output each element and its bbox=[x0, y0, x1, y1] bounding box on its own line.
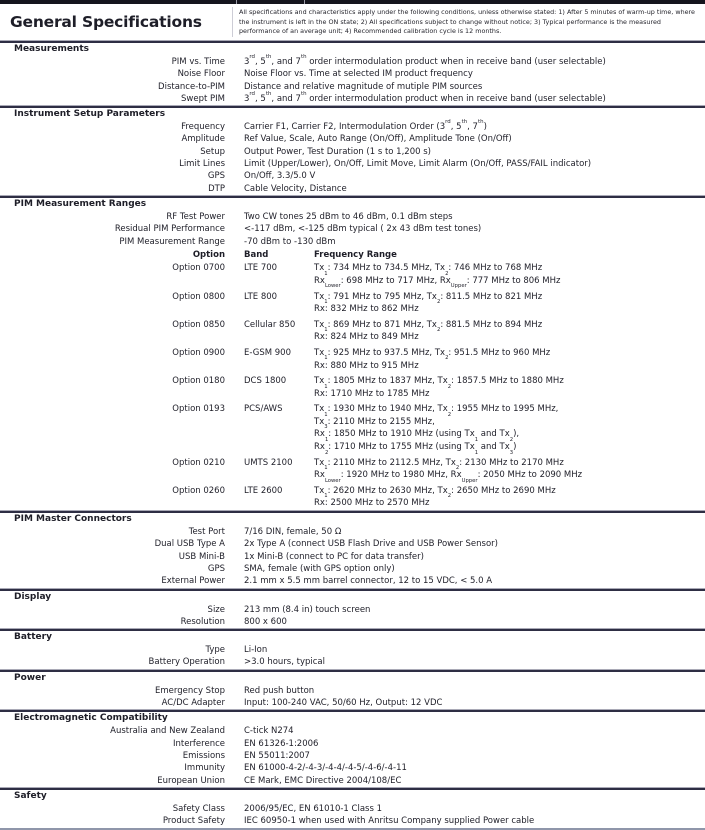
freq-line: $Tx_3$: 2110 MHz to 2155 MHz, bbox=[314, 416, 435, 431]
band-row-freq bbox=[314, 347, 705, 372]
band-row-option: Option 0260 bbox=[172, 485, 225, 496]
section-rows bbox=[0, 803, 705, 828]
page-header bbox=[0, 4, 705, 40]
spec-row-label: Setup bbox=[200, 146, 225, 157]
band-row-freq bbox=[314, 457, 705, 482]
spec-row bbox=[0, 538, 705, 550]
freq-line: $Tx_1$: 791 MHz to 795 MHz, $Tx_2$: 811.5 MHz to 821 MHz bbox=[314, 291, 543, 306]
section-title: Measurements bbox=[14, 44, 89, 54]
band-row-band: LTE 800 bbox=[244, 291, 278, 302]
spec-row-value: Ref Value, Scale, Auto Range (On/Off), Amplitude Tone (On/Off) bbox=[244, 134, 512, 145]
section-title: PIM Measurement Ranges bbox=[14, 198, 147, 209]
spec-row bbox=[0, 563, 705, 575]
freq-line: $Tx_1$: 2620 MHz to 2630 MHz, $Tx_2$: 2650 MHz to 2690 MHz bbox=[314, 485, 556, 500]
spec-row-value: 7/16 DIN, female, 50 Ω bbox=[244, 527, 342, 538]
freq-line: $Rx_{Lower}$: 1920 MHz to 1980 MHz, $Rx_{Upper}$: 2050 MHz to 2090 MHz bbox=[314, 470, 583, 484]
spec-section bbox=[0, 105, 705, 195]
spec-row-value: Red push button bbox=[244, 685, 315, 696]
spec-row bbox=[0, 211, 705, 223]
freq-line: $Tx_1$: 2110 MHz to 2112.5 MHz, $Tx_2$: 2130 MHz to 2170 MHz bbox=[314, 457, 564, 472]
band-table-row bbox=[0, 403, 705, 456]
spec-row-label: Resolution bbox=[180, 616, 225, 627]
spec-section bbox=[0, 709, 705, 786]
spec-row bbox=[0, 644, 705, 656]
band-row-freq bbox=[314, 485, 705, 510]
band-table-row bbox=[0, 347, 705, 372]
spec-row-label: Australia and New Zealand bbox=[110, 726, 225, 737]
band-row-freq bbox=[314, 262, 705, 290]
band-col-option-header: Option bbox=[192, 249, 225, 260]
band-table-row bbox=[0, 262, 705, 290]
spec-row-value: Two CW tones 25 dBm to 46 dBm, 0.1 dBm steps bbox=[244, 211, 453, 222]
spec-row-value: Li-Ion bbox=[244, 645, 268, 656]
spec-row-label: Swept PIM bbox=[181, 93, 225, 104]
spec-row bbox=[0, 526, 705, 538]
spec-row bbox=[0, 685, 705, 697]
spec-row-value: 2006/95/EC, EN 61010-1 Class 1 bbox=[244, 803, 383, 814]
freq-line: Rx: 824 MHz to 849 MHz bbox=[314, 332, 419, 343]
band-row-band: DCS 1800 bbox=[244, 376, 287, 387]
spec-body bbox=[0, 40, 705, 827]
spec-row bbox=[0, 170, 705, 182]
band-row-freq bbox=[314, 291, 705, 316]
spec-row-label: AC/DC Adapter bbox=[161, 698, 225, 709]
band-table-row bbox=[0, 319, 705, 344]
band-row-option: Option 0180 bbox=[172, 376, 225, 387]
spec-row-value: 3rd, 5th, and 7th order intermodulation product when in receive band (user selectable) bbox=[244, 53, 606, 67]
freq-line: $Rx_2$: 1710 MHz to 1755 MHz (using $Tx_1$ and $Tx_3$) bbox=[314, 442, 517, 456]
spec-row bbox=[0, 815, 705, 827]
spec-row-value: -70 dBm to -130 dBm bbox=[244, 236, 336, 247]
band-row-option: Option 0850 bbox=[172, 319, 225, 330]
spec-section bbox=[0, 588, 705, 629]
freq-line: $Tx_1$: 734 MHz to 734.5 MHz, $Tx_2$: 746 MHz to 768 MHz bbox=[314, 263, 543, 277]
spec-row-value: Carrier F1, Carrier F2, Intermodulation Order (3rd, 5th, 7th) bbox=[244, 118, 487, 133]
band-col-band-header: Band bbox=[244, 249, 269, 260]
spec-row bbox=[0, 81, 705, 93]
spec-row-label: RF Test Power bbox=[166, 211, 225, 222]
spec-row-label: Distance-to-PIM bbox=[158, 81, 225, 92]
band-row-freq bbox=[314, 403, 705, 456]
spec-row-label: Interference bbox=[172, 738, 225, 749]
spec-row bbox=[0, 53, 705, 68]
spec-row bbox=[0, 223, 705, 235]
spec-row bbox=[0, 725, 705, 737]
spec-row-value: >3.0 hours, typical bbox=[244, 657, 326, 668]
band-table-row bbox=[0, 485, 705, 510]
band-row-band: Cellular 850 bbox=[244, 319, 296, 330]
section-title: Electromagnetic Compatibility bbox=[14, 713, 168, 724]
spec-row-label: Residual PIM Performance bbox=[114, 224, 225, 235]
spec-row-value: Limit (Upper/Lower), On/Off, Limit Move, Limit Alarm (On/Off, PASS/FAIL indicator) bbox=[244, 159, 592, 170]
spec-row-label: Battery Operation bbox=[148, 657, 225, 668]
spec-row bbox=[0, 697, 705, 709]
section-rows bbox=[0, 725, 705, 786]
spec-row-label: Size bbox=[207, 604, 225, 615]
spec-row-label: Limit Lines bbox=[179, 159, 225, 170]
band-table bbox=[0, 249, 705, 510]
spec-row bbox=[0, 133, 705, 145]
freq-line: $Tx_1$: 1805 MHz to 1837 MHz, $Tx_2$: 1857.5 MHz to 1880 MHz bbox=[314, 376, 564, 390]
spec-row-value: IEC 60950-1 when used with Anritsu Company supplied Power cable bbox=[244, 816, 535, 827]
spec-row-label: Amplitude bbox=[181, 134, 225, 145]
band-row-option: Option 0900 bbox=[172, 347, 225, 358]
band-col-freq-header: Frequency Range bbox=[314, 249, 397, 260]
band-row-option: Option 0800 bbox=[172, 291, 225, 302]
band-row-option: Option 0700 bbox=[172, 263, 225, 274]
spec-row bbox=[0, 90, 705, 105]
spec-row-value: 213 mm (8.4 in) touch screen bbox=[244, 604, 371, 615]
spec-row bbox=[0, 551, 705, 563]
spec-row-label: Immunity bbox=[184, 763, 225, 774]
spec-row bbox=[0, 762, 705, 774]
section-rows bbox=[0, 118, 705, 195]
spec-row-value: On/Off, 3.3/5.0 V bbox=[244, 171, 316, 182]
spec-row bbox=[0, 616, 705, 628]
section-title: Display bbox=[14, 591, 52, 602]
freq-line: $Tx_1$: 869 MHz to 871 MHz, $Tx_2$: 881.5 MHz to 894 MHz bbox=[314, 319, 543, 334]
section-rows bbox=[0, 644, 705, 669]
band-row-band: UMTS 2100 bbox=[244, 457, 293, 468]
freq-line: $Tx_1$: 1930 MHz to 1940 MHz, $Tx_2$: 1955 MHz to 1995 MHz, bbox=[314, 404, 559, 418]
spec-row-value: EN 61326-1:2006 bbox=[244, 738, 319, 749]
spec-row bbox=[0, 118, 705, 133]
section-title: Instrument Setup Parameters bbox=[14, 109, 166, 120]
spec-row-value: Cable Velocity, Distance bbox=[244, 183, 347, 194]
band-row-band: E-GSM 900 bbox=[244, 347, 291, 358]
spec-row-label: DTP bbox=[208, 183, 225, 194]
section-title: Safety bbox=[14, 790, 47, 801]
band-row-option: Option 0210 bbox=[172, 457, 225, 468]
spec-row-value: <-117 dBm, <-125 dBm typical ( 2x 43 dBm test tones) bbox=[244, 224, 482, 235]
band-table-row bbox=[0, 291, 705, 316]
spec-row-value: EN 55011:2007 bbox=[244, 750, 310, 761]
spec-row-label: European Union bbox=[157, 775, 225, 786]
section-rows bbox=[0, 685, 705, 710]
spec-row-value: 800 x 600 bbox=[244, 616, 287, 627]
spec-row-label: Emergency Stop bbox=[155, 685, 225, 696]
spec-row-value: Input: 100-240 VAC, 50/60 Hz, Output: 12 VDC bbox=[244, 698, 443, 709]
freq-line: Rx: 832 MHz to 862 MHz bbox=[314, 304, 419, 315]
band-table-header bbox=[0, 249, 705, 262]
spec-row bbox=[0, 183, 705, 195]
band-table-row bbox=[0, 375, 705, 400]
spec-row-value: 3rd, 5th, and 7th order intermodulation product when in receive band (user selectable) bbox=[244, 90, 606, 104]
spec-row-label: Safety Class bbox=[172, 803, 225, 814]
spec-row-value: CE Mark, EMC Directive 2004/108/EC bbox=[244, 775, 402, 786]
page-title: General Specifications bbox=[10, 13, 202, 31]
spec-section bbox=[0, 628, 705, 669]
section-rows bbox=[0, 604, 705, 629]
spec-row-label: Noise Floor bbox=[177, 69, 225, 80]
spec-row bbox=[0, 656, 705, 668]
band-table-row bbox=[0, 457, 705, 482]
spec-row-value: EN 61000-4-2/-4-3/-4-4/-4-5/-4-6/-4-11 bbox=[244, 763, 407, 774]
section-rows bbox=[0, 211, 705, 510]
spec-row bbox=[0, 750, 705, 762]
spec-section bbox=[0, 787, 705, 828]
spec-row-value: Output Power, Test Duration (1 s to 1,200 s) bbox=[244, 146, 431, 157]
spec-row-label: Test Port bbox=[188, 527, 225, 538]
spec-row-label: PIM vs. Time bbox=[171, 57, 225, 67]
freq-line: $Tx_1$: 925 MHz to 937.5 MHz, $Tx_2$: 951.5 MHz to 960 MHz bbox=[314, 347, 551, 362]
spec-row-value: Distance and relative magnitude of mutiple PIM sources bbox=[244, 81, 483, 92]
spec-row bbox=[0, 158, 705, 170]
spec-row bbox=[0, 738, 705, 750]
band-row-band: LTE 700 bbox=[244, 263, 278, 274]
spec-row bbox=[0, 68, 705, 80]
band-table-body bbox=[0, 262, 705, 510]
spec-section bbox=[0, 669, 705, 710]
section-title: Battery bbox=[14, 632, 52, 643]
band-row-freq bbox=[314, 319, 705, 344]
spec-row bbox=[0, 146, 705, 158]
freq-line: $Rx_{Lower}$: 698 MHz to 717 MHz, $Rx_{Upper}$: 777 MHz to 806 MHz bbox=[314, 275, 561, 290]
spec-section bbox=[0, 195, 705, 510]
spec-row-label: Frequency bbox=[181, 122, 225, 133]
spec-section bbox=[0, 510, 705, 587]
band-row-freq bbox=[314, 375, 705, 400]
freq-line: Rx: 880 MHz to 915 MHz bbox=[314, 360, 419, 371]
spec-row bbox=[0, 575, 705, 587]
spec-row-value: 2.1 mm x 5.5 mm barrel connector, 12 to 15 VDC, < 5.0 A bbox=[244, 576, 493, 587]
conditions-note: All specifications and characteristics apply under the following conditions, unless otherwise stated: 1) After 5 minutes of warm-up time, where the instrument is left in the ON state; 2) All specifications subject to change without notice; 3) Typical performance is the measured performance of an average unit; 4) Recommended calibration cycle is 12 months. bbox=[232, 7, 697, 36]
spec-row-label: Emissions bbox=[182, 750, 225, 761]
section-title: PIM Master Connectors bbox=[14, 514, 132, 525]
spec-row bbox=[0, 803, 705, 815]
band-row-band: PCS/AWS bbox=[244, 404, 283, 415]
spec-row bbox=[0, 775, 705, 787]
section-title: Power bbox=[14, 672, 46, 683]
spec-row-label: Dual USB Type A bbox=[154, 539, 225, 550]
spec-row-value: SMA, female (with GPS option only) bbox=[244, 563, 395, 574]
spec-row bbox=[0, 604, 705, 616]
spec-row-label: PIM Measurement Range bbox=[119, 236, 225, 247]
spec-row-value: C-tick N274 bbox=[244, 726, 294, 737]
spec-row-label: USB Mini-B bbox=[178, 551, 225, 562]
spec-row-label: Product Safety bbox=[162, 816, 225, 827]
freq-line: $Rx_1$: 1850 MHz to 1910 MHz (using $Tx_1$ and $Tx_2$), bbox=[314, 429, 520, 443]
spec-row-value: 2x Type A (connect USB Flash Drive and USB Power Sensor) bbox=[244, 539, 498, 550]
section-rows bbox=[0, 526, 705, 587]
band-row-band: LTE 2600 bbox=[244, 485, 283, 496]
spec-row-label: GPS bbox=[207, 563, 225, 574]
section-rows bbox=[0, 53, 705, 105]
spec-row-value: Noise Floor vs. Time at selected IM product frequency bbox=[244, 69, 473, 80]
spec-row-label: External Power bbox=[161, 576, 225, 587]
freq-line: Rx: 2500 MHz to 2570 MHz bbox=[314, 498, 430, 509]
freq-line: Rx: 1710 MHz to 1785 MHz bbox=[314, 388, 430, 399]
spec-row-value: 1x Mini-B (connect to PC for data transfer) bbox=[244, 551, 424, 562]
spec-row-label: Type bbox=[205, 645, 225, 656]
band-row-option: Option 0193 bbox=[172, 404, 225, 415]
spec-row bbox=[0, 236, 705, 248]
spec-row-label: GPS bbox=[207, 171, 225, 182]
spec-section bbox=[0, 40, 705, 105]
